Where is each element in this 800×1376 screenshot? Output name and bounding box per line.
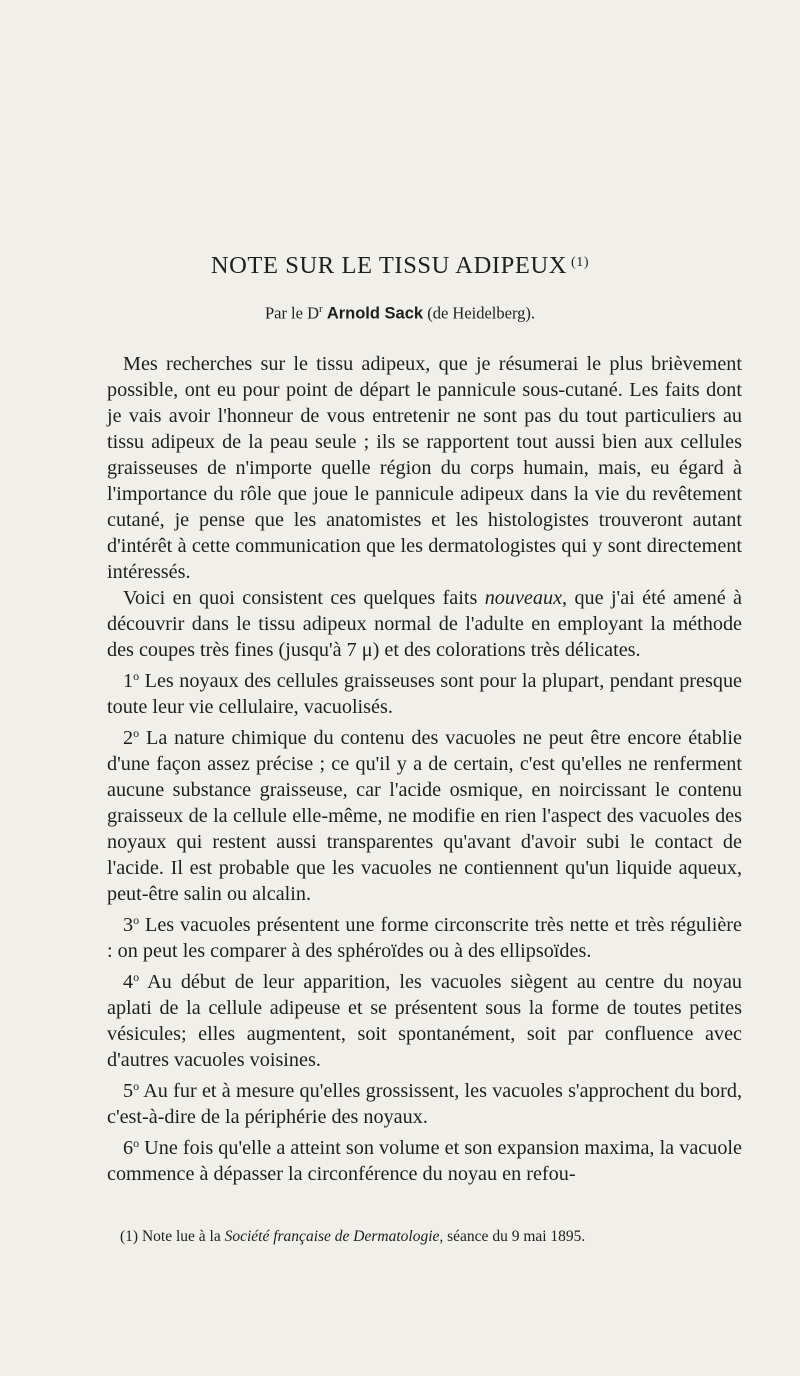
byline <box>0 303 800 324</box>
footnote-society: Société française de Dermatologie, <box>224 1228 444 1245</box>
footnote-text-before: Note lue à la <box>138 1228 225 1245</box>
item-ordinal: o <box>133 1079 140 1093</box>
item-number: 6 <box>123 1137 134 1159</box>
item-text: Au fur et à mesure qu'elles grossissent, les vacuoles s'approchent du bord, c'est-à-dire de la périphérie des noyaux. <box>107 1080 742 1128</box>
item-text: Au début de leur apparition, les vacuoles siègent au centre du noyau aplati de la cellule adipeuse et se présentent sous la forme de toutes petites vésicules; elles augmentent, soit spontanément, soit par confluence avec d'autres vacuoles voisines. <box>107 971 742 1071</box>
paragraph-item-6 <box>107 1130 742 1187</box>
footnote <box>120 1228 740 1246</box>
voici-text-after: , que j'ai été amené à découvrir dans le tissu adipeux normal de l'adulte en employant la méthode des coupes très fines (jusqu'à 7 μ) et des colorations très délicates. <box>107 587 742 661</box>
title-text: NOTE SUR LE TISSU ADIPEUX <box>210 252 568 279</box>
item-ordinal: o <box>133 1136 140 1150</box>
item-number: 4 <box>123 971 134 993</box>
item-number: 3 <box>123 914 134 936</box>
byline-title-sup: r <box>319 303 323 315</box>
item-ordinal: o <box>133 913 140 927</box>
article-body <box>107 351 742 1187</box>
paragraph-intro: Mes recherches sur le tissu adipeux, que je résumerai le plus brièvement possible, ont eu pour point de départ le pannicule sous-cutané. Les faits dont je vais avoir l'honneur de vous entretenir ne sont pas du tout particuliers au tissu adipeux de la peau seule ; ils se rapportent tout aussi bien aux cellules graisseuses de n'importe quelle région du corps humain, mais, eu égard à l'importance du rôle que joue le pannicule adipeux dans la vie du revêtement cutané, je pense que les anatomistes et les histologistes trouveront autant d'intérêt à cette communication que les dermatologistes qui y sont directement intéressés. <box>107 353 742 583</box>
paragraph-voici <box>107 585 742 663</box>
paragraph-item-2 <box>107 720 742 907</box>
paragraph-item-3 <box>107 907 742 964</box>
item-text: Les noyaux des cellules graisseuses sont pour la plupart, pendant presque toute leur vie cellulaire, vacuolisés. <box>107 670 742 718</box>
article-title <box>0 252 800 280</box>
paragraph-item-5 <box>107 1073 742 1130</box>
item-ordinal: o <box>133 970 140 984</box>
voici-emphasis: nouveaux <box>484 587 563 609</box>
author-name: Arnold Sack <box>326 304 424 323</box>
paragraph-item-1 <box>107 663 742 720</box>
item-ordinal: o <box>133 669 140 683</box>
author-affiliation: (de Heidelberg). <box>427 303 536 323</box>
title-footnote-ref: (1) <box>571 255 590 270</box>
item-number: 1 <box>123 670 134 692</box>
item-number: 2 <box>123 727 134 749</box>
item-text: Une fois qu'elle a atteint son volume et son expansion maxima, la vacuole commence à dépasser la circonférence du noyau en refou- <box>107 1137 742 1185</box>
footnote-marker: (1) <box>120 1228 139 1245</box>
paragraph-item-4 <box>107 964 742 1073</box>
voici-text-before: Voici en quoi consistent ces quelques faits <box>123 587 485 609</box>
footnote-text-after: séance du 9 mai 1895. <box>443 1228 586 1245</box>
item-ordinal: o <box>133 726 140 740</box>
item-number: 5 <box>123 1080 134 1102</box>
item-text: La nature chimique du contenu des vacuoles ne peut être encore établie d'une façon assez précise ; ce qu'il y a de certain, c'est qu'elles ne renferment aucune substance graisseuse, car l'acide osmique, en noircissant le contenu graisseux de la cellule elle-même, ne modifie en rien l'aspect des vacuoles des noyaux qui restent aussi transparentes qu'avant d'avoir subi le contact de l'acide. Il est probable que les vacuoles ne contiennent qu'un liquide aqueux, peut-être salin ou alcalin. <box>107 727 742 905</box>
byline-prefix: Par le D <box>264 303 320 323</box>
item-text: Les vacuoles présentent une forme circonscrite très nette et très régulière : on peut les comparer à des sphéroïdes ou à des ellipsoïdes. <box>107 914 742 962</box>
